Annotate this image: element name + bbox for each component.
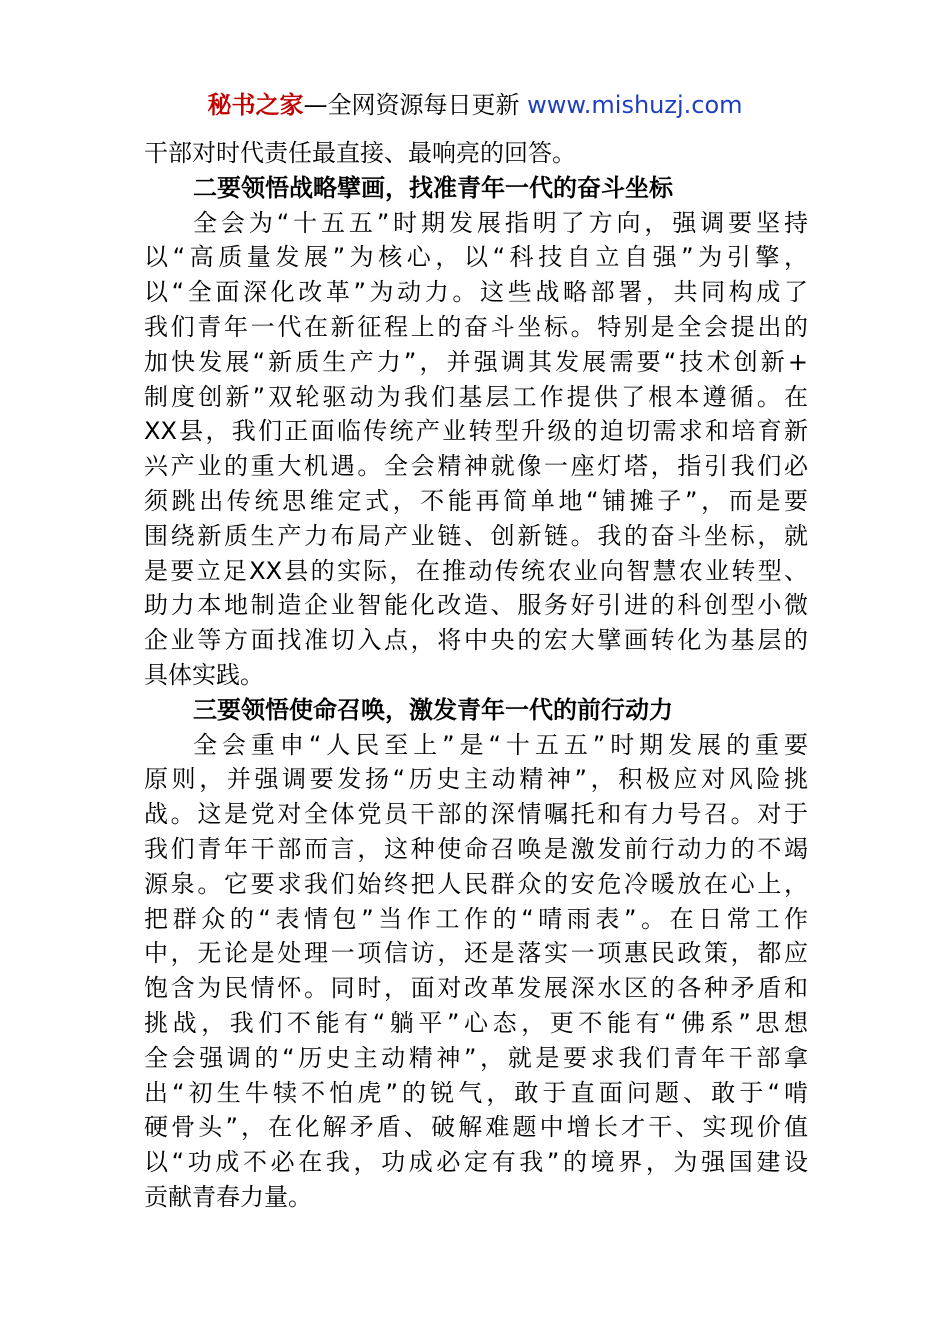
paragraph-line: 全会重申“人民至上”是“十五五”时期发展的重要: [193, 730, 808, 759]
paragraph-line: XX县，我们正面临传统产业转型升级的迫切需求和培育新: [144, 417, 808, 446]
paragraph-line: 我们青年一代在新征程上的奋斗坐标。特别是全会提出的: [144, 312, 808, 341]
paragraph-line: 把群众的“表情包”当作工作的“晴雨表”。在日常工作: [144, 904, 808, 933]
paragraph-line: 贡献青春力量。: [144, 1182, 312, 1211]
section-heading-2: 二要领悟战略擘画，找准青年一代的奋斗坐标: [193, 173, 673, 202]
paragraph-line: 中，无论是处理一项信访，还是落实一项惠民政策，都应: [144, 939, 808, 968]
paragraph-line: 源泉。它要求我们始终把人民群众的安危冷暖放在心上，: [144, 869, 808, 898]
paragraph-line: 以“功成不必在我，功成必定有我”的境界，为强国建设: [144, 1148, 808, 1177]
section-heading-3: 三要领悟使命召唤，激发青年一代的前行动力: [193, 695, 673, 724]
paragraph-line: 围绕新质生产力布局产业链、创新链。我的奋斗坐标，就: [144, 521, 808, 550]
paragraph-line: 干部对时代责任最直接、最响亮的回答。: [144, 139, 576, 167]
header-url[interactable]: www.mishuzj.com: [527, 91, 743, 119]
document-body: [144, 136, 808, 1215]
paragraph-line: 企业等方面找准切入点，将中央的宏大擘画转化为基层的: [144, 626, 808, 655]
brand-name: 秘书之家: [207, 91, 304, 119]
paragraph-line: 以“全面深化改革”为动力。这些战略部署，共同构成了: [144, 278, 808, 307]
paragraph-line: 以“高质量发展”为核心，以“科技自立自强”为引擎，: [144, 243, 808, 272]
paragraph-line: 制度创新”双轮驱动为我们基层工作提供了根本遵循。在: [144, 382, 808, 411]
paragraph-line: 具体实践。: [144, 660, 264, 689]
paragraph-line: 助力本地制造企业智能化改造、服务好引进的科创型小微: [144, 591, 808, 620]
paragraph-line: 我们青年干部而言，这种使命召唤是激发前行动力的不竭: [144, 834, 808, 863]
paragraph-line: 须跳出传统思维定式，不能再简单地“铺摊子”，而是要: [144, 486, 808, 515]
paragraph-line: 全会强调的“历史主动精神”，就是要求我们青年干部拿: [144, 1043, 808, 1072]
paragraph-line: 硬骨头”，在化解矛盾、破解难题中增长才干、实现价值: [144, 1113, 808, 1142]
paragraph-line: 全会为“十五五”时期发展指明了方向，强调要坚持: [193, 208, 808, 237]
paragraph-line: 饱含为民情怀。同时，面对改革发展深水区的各种矛盾和: [144, 974, 808, 1003]
paragraph-line: 出“初生牛犊不怕虎”的锐气，敢于直面问题、敢于“啃: [144, 1078, 808, 1107]
watermark-header: [0, 88, 950, 122]
paragraph-line: 战。这是党对全体党员干部的深情嘱托和有力号召。对于: [144, 800, 808, 829]
paragraph-line: 兴产业的重大机遇。全会精神就像一座灯塔，指引我们必: [144, 452, 808, 481]
paragraph-line: 加快发展“新质生产力”，并强调其发展需要“技术创新+: [144, 347, 808, 376]
header-tagline: —全网资源每日更新: [303, 91, 528, 119]
paragraph-line: 原则，并强调要发扬“历史主动精神”，积极应对风险挑: [144, 765, 808, 794]
paragraph-line: 挑战，我们不能有“躺平”心态，更不能有“佛系”思想: [144, 1008, 808, 1037]
paragraph-line: 是要立足XX县的实际，在推动传统农业向智慧农业转型、: [144, 556, 808, 585]
